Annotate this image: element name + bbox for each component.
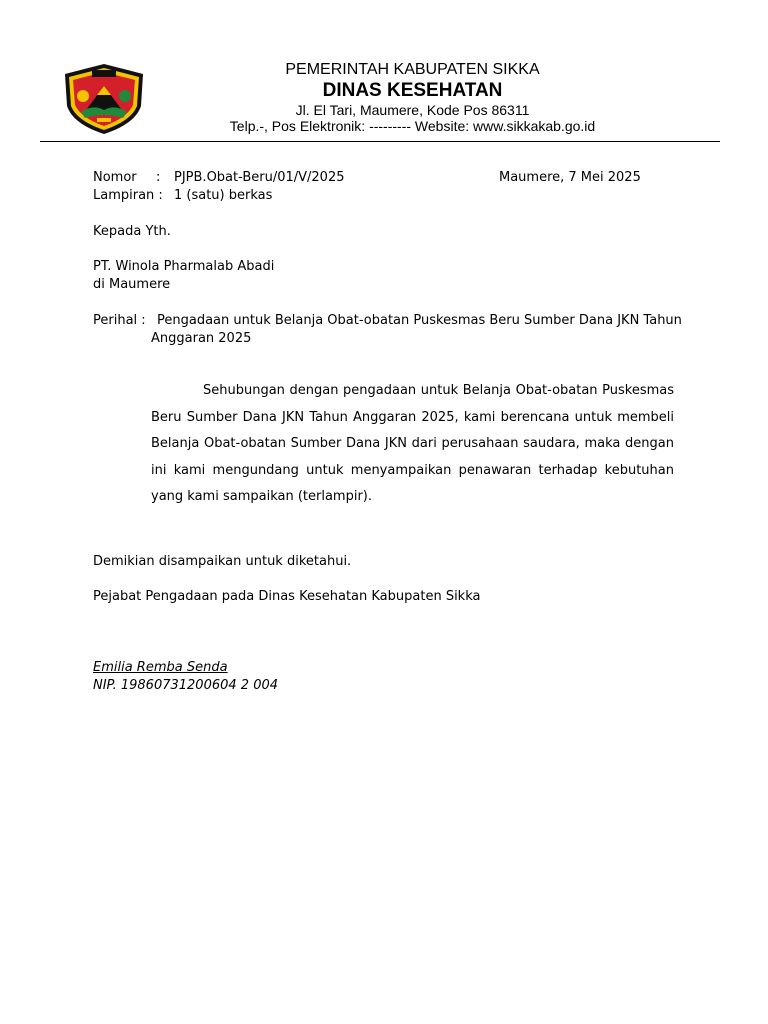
lampiran-label: Lampiran : [93, 188, 163, 203]
letterhead-contact: Telp.-, Pos Elektronik: --------- Website: www.sikkakab.go.id [229, 118, 596, 134]
subject-line-2: Anggaran 2025 [151, 331, 252, 346]
recipient-location: di Maumere [93, 277, 171, 292]
signatory-title: Pejabat Pengadaan pada Dinas Kesehatan Kabupaten Sikka [93, 589, 481, 604]
closing-sentence: Demikian disampaikan untuk diketahui. [93, 554, 352, 569]
letterhead-agency: DINAS KESEHATAN [322, 80, 503, 101]
subject-label: Perihal : [93, 313, 146, 328]
signatory-nip: NIP. 19860731200604 2 004 [93, 678, 279, 693]
body-paragraph: Sehubungan dengan pengadaan untuk Belanja Obat-obatan Puskesmas Beru Sumber Dana JKN Tahun Anggaran 2025, kami berencana untuk membeli Belanja Obat-obatan Sumber Dana JKN dari perusahaan saudara, maka dengan ini kami mengundang untuk menyampaikan penawaran terhadap kebutuhan yang kami sampaikan (terlampir). [151, 383, 674, 504]
letterhead-government: PEMERINTAH KABUPATEN SIKKA [285, 61, 540, 78]
regency-logo [61, 62, 147, 136]
nomor-label: Nomor [93, 170, 137, 185]
salutation: Kepada Yth. [93, 224, 171, 239]
letterhead-divider [40, 141, 720, 142]
subject-line-1: Pengadaan untuk Belanja Obat-obatan Puskesmas Beru Sumber Dana JKN Tahun [157, 313, 682, 328]
nomor-separator: : [156, 170, 161, 185]
signatory-name: Emilia Remba Senda [93, 660, 228, 675]
place-date: Maumere, 7 Mei 2025 [499, 170, 641, 185]
recipient-name: PT. Winola Pharmalab Abadi [93, 259, 275, 274]
lampiran-value: 1 (satu) berkas [174, 188, 273, 203]
letterhead-address: Jl. El Tari, Maumere, Kode Pos 86311 [295, 102, 530, 118]
nomor-value: PJPB.Obat-Beru/01/V/2025 [174, 170, 345, 185]
